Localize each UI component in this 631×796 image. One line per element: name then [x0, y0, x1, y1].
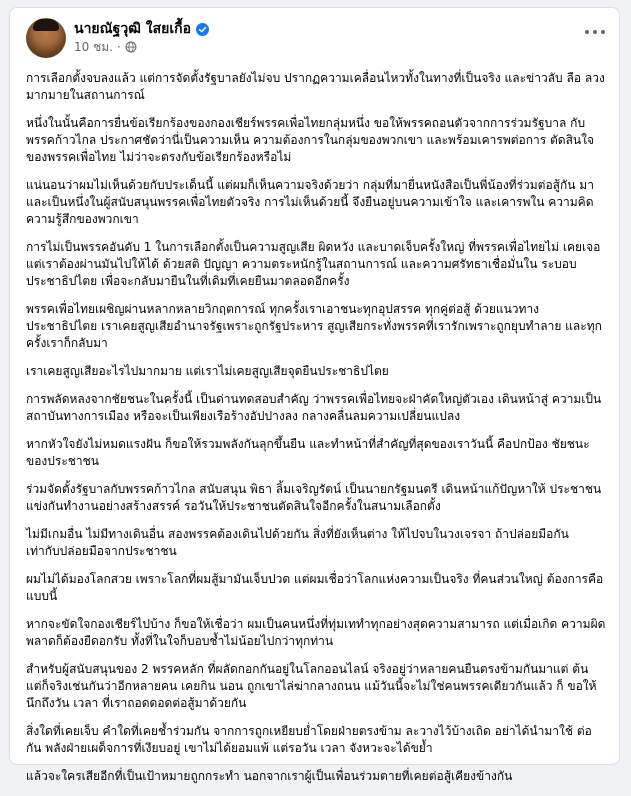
globe-icon[interactable]	[125, 41, 137, 53]
meta-separator: ·	[116, 40, 121, 54]
post-body	[26, 70, 606, 796]
post-paragraph: สิ่งใดที่เคยเจ็บ คำใดที่เคยช้ำร่วมกัน จากการถูกเหยียบย่ำโดยฝ่ายตรงข้าม ละวางไว้บ้างเถิด อย่าได้นำมาใช้ ต่อกัน พลังฝ่ายเผด็จการที่เงียบอยู่ เขาไม่ได้ยอมแพ้ แต่รอวัน เวลา จังหวะจะได้ขย้ำ	[26, 724, 592, 755]
post-time[interactable]: 10 ชม.	[74, 40, 113, 54]
post-paragraph: เราเคยสูญเสียอะไรไปมากมาย แต่เราไม่เคยสูญเสียจุดยืนประชาธิปไตย	[26, 364, 389, 378]
post-meta	[74, 40, 137, 54]
verified-badge-icon	[196, 23, 209, 36]
post-paragraph: ผมไม่ได้มองโลกสวย เพราะโลกที่ผมสู้มามันเจ็บปวด แต่ผมเชื่อว่าโลกแห่งความเป็นจริง ที่คนส่วนใหญ่ ต้องการคือแบบนี้	[26, 572, 604, 603]
author-row	[74, 20, 209, 38]
post-card	[9, 7, 620, 783]
post-paragraph: หากหัวใจยังไม่หมดแรงฝัน ก็ขอให้รวมพลังกันลุกขึ้นยืน และทำหน้าที่สำคัญที่สุดของเราวันนี้ คือปกป้อง ชัยชนะของประชาชน	[26, 437, 590, 468]
post-paragraph: พรรคเพื่อไทยเผชิญผ่านหลากหลายวิกฤตการณ์ ทุกครั้งเราเอาชนะทุกอุปสรรค ทุกคู่ต่อสู้ ด้วยแนวทาง ประชาธิปไตย เราเคยสูญเสียอำนาจรัฐเพราะถูกรัฐประหาร สูญเสียกระทั่งพรรคที่เรารักเพราะถูกยุบทำลาย และทุกครั้งเราก็กลับมา	[26, 302, 602, 350]
post-paragraph: แล้วจะใครเสียอีกที่เป็นเป้าหมายถูกกระทำ นอกจากเราผู้เป็นเพื่อนร่วมตายที่เคยต่อสู้เคียงข้างกัน	[26, 769, 513, 783]
post-paragraph: การไม่เป็นพรรคอันดับ 1 ในการเลือกตั้งเป็นความสูญเสีย ผิดหวัง และบาดเจ็บครั้งใหญ่ ที่พรรคเพื่อไทยไม่ เคยเจอ แต่เราต้องผ่านมันไปให้ได้ ด้วยสติ ปัญญา ความตระหนักรู้ในสถานการณ์ และความศรัทธาเชื่อมั่นใน ระบอบประชาธิปไตย เพื่อจะกลับมายืนในที่เดิมที่เคยยืนมาตลอดอีกครั้ง	[26, 240, 601, 288]
post-paragraph: ไม่มีเกมอื่น ไม่มีทางเดินอื่น สองพรรคต้องเดินไปด้วยกัน สิ่งที่ยังเห็นต่าง ให้ไปจบในวงเจรจา ถ้าปล่อยมือกัน เท่ากับปล่อยมือจากประชาชน	[26, 527, 569, 558]
post-paragraph: หนึ่งในนั้นคือการยื่นข้อเรียกร้องของกองเชียร์พรรคเพื่อไทยกลุ่มหนึ่ง ขอให้พรรคถอนตัวจากการร่วมรัฐบาล กับพรรคก้าวไกล ประกาศชัดว่านี่เป็นความเห็น ความต้องการในกลุ่มของพวกเขา และพร้อมเคารพต่อการ ตัดสินใจของพรรคเพื่อไทย ไม่ว่าจะตรงกับข้อเรียกร้องหรือไม่	[26, 116, 595, 164]
post-paragraph: การพลัดหลงจากชัยชนะในครั้งนี้ เป็นด่านทดสอบสำคัญ ว่าพรรคเพื่อไทยจะฝ่าคัดใหญ่ตัวเอง เดินหน้าสู่ ความเป็นสถาบันทางการเมือง หรือจะเป็นเพียงเรือร้างอัปปางลง กลางคลื่นลมความเปลี่ยนแปลง	[26, 392, 602, 423]
more-options-icon[interactable]	[585, 26, 605, 38]
avatar-hair	[33, 19, 59, 31]
avatar[interactable]	[26, 18, 66, 58]
post-paragraph: แน่นอนว่าผมไม่เห็นด้วยกับประเด็นนี้ แต่ผมก็เห็นความจริงด้วยว่า กลุ่มที่มายื่นหนังสือเป็นพี่น้องที่ร่วมต่อสู้กัน มา และเป็นหนึ่งในผู้สนับสนุนพรรคเพื่อไทยตัวจริง การไม่เห็นด้วยนี้ จึงยืนอยู่บนความเข้าใจ และเคารพใน ความคิด ความรู้สึกของพวกเขา	[26, 178, 594, 226]
more-dot	[585, 30, 589, 34]
more-dot	[593, 30, 597, 34]
post-header	[10, 8, 619, 64]
post-paragraph: ร่วมจัดตั้งรัฐบาลกับพรรคก้าวไกล สนับสนุน พิธา ลิ้มเจริญรัตน์ เป็นนายกรัฐมนตรี เดินหน้าแก้ปัญหาให้ ประชาชน แข่งกันทำงานอย่างสร้างสรรค์ รอวันให้ประชาชนตัดสินใจอีกครั้งในสนามเลือกตั้ง	[26, 482, 602, 513]
more-dot	[601, 30, 605, 34]
post-paragraph: สำหรับผู้สนับสนุนของ 2 พรรคหลัก ที่ผลัดกอกกันอยู่ในโลกออนไลน์ จริงอยู่ว่าหลายคนยืนตรงข้ามกันมาแต่ ต้น แต่ก็จริงเช่นกันว่าอีกหลายคน เคยกิน นอน ถูกเขาไล่ฆ่ากลางถนน แม้วันนี้จะไม่ใช่คนพรรคเดียวกันแล้ว ก็ ขอให้นึกถึงวัน เวลา ที่เราถอดดอดต่อสู้มาด้วยกัน	[26, 662, 597, 710]
author-name[interactable]: นายณัฐวุฒิ ใสยเกื้อ	[74, 21, 191, 37]
post-paragraph: หากจะขัดใจกองเชียร์ไปบ้าง ก็ขอให้เชื่อว่า ผมเป็นคนหนึ่งที่ทุ่มเททำทุกอย่างสุดความสามารถ แต่เมื่อเกิด ความผิดพลาดก็ต้องยืดอกรับ ทั้งที่ในใจก็บอบช้ำไม่น้อยไปกว่าทุกท่าน	[26, 617, 606, 648]
post-paragraph: การเลือกตั้งจบลงแล้ว แต่การจัดตั้งรัฐบาลยังไม่จบ ปรากฏความเคลื่อนไหวทั้งในทางที่เป็นจริง และข่าวลับ ลือ ลวง มากมายในสถานการณ์	[26, 71, 605, 102]
